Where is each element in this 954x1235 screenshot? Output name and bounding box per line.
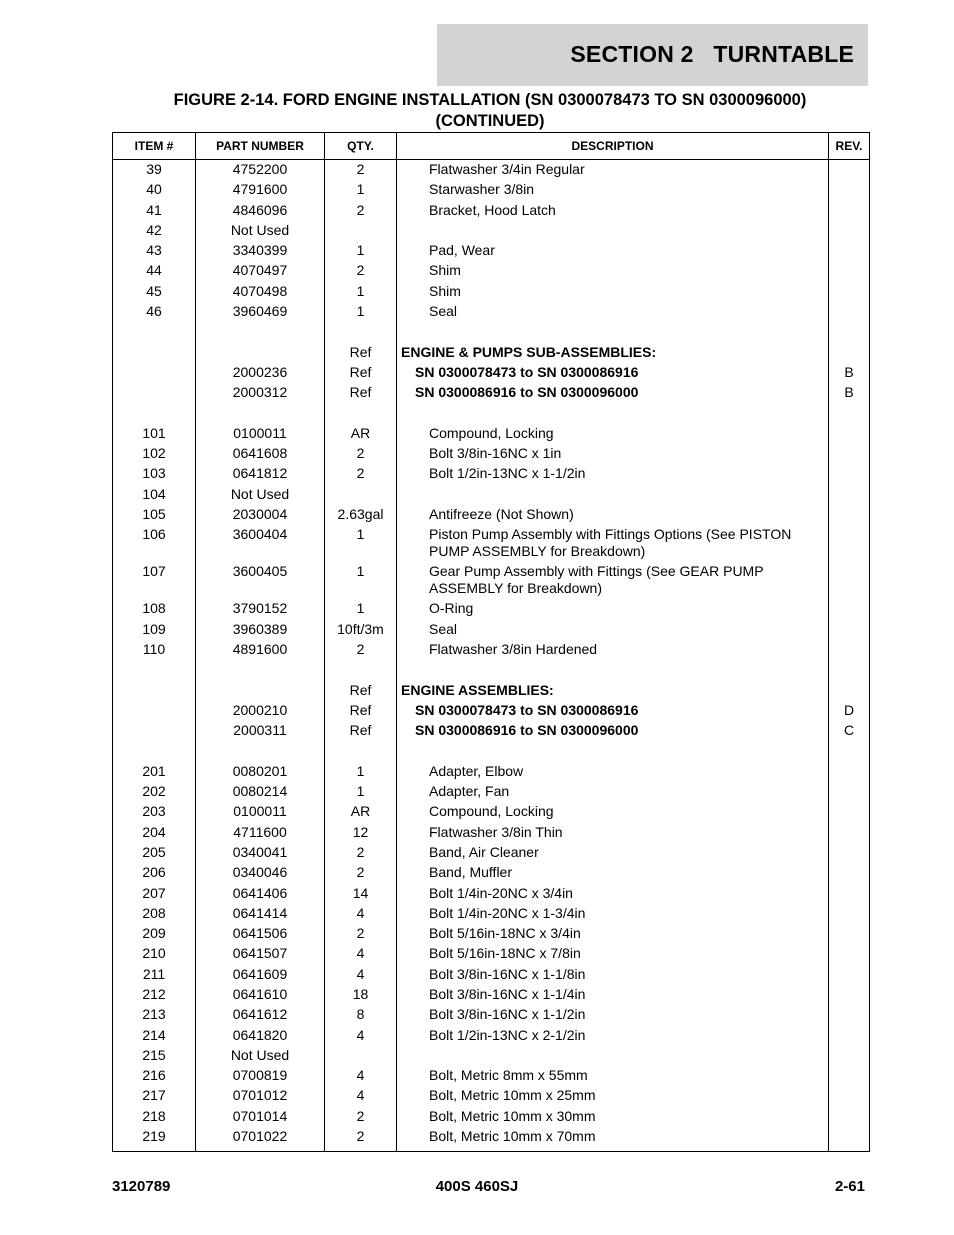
revision-cell [829,486,870,506]
revision-cell: B [829,364,870,384]
table-row [113,202,870,222]
quantity-cell: 14 [325,885,397,905]
table-row [113,506,870,526]
part-number-cell: 4791600 [196,181,325,201]
part-number-cell: 2030004 [196,506,325,526]
part-number-cell [196,661,325,681]
part-number-cell: 0641414 [196,905,325,925]
revision-cell: D [829,702,870,722]
description-cell: SN 0300086916 to SN 0300096000 [397,722,829,742]
item-number-cell: 202 [113,783,196,803]
description-cell: Bolt 1/2in-13NC x 1-1/2in [397,465,829,485]
description-cell: Band, Air Cleaner [397,844,829,864]
item-number-cell [113,661,196,681]
revision-cell: C [829,722,870,742]
table-row [113,803,870,823]
quantity-cell: 2 [325,445,397,465]
description-cell: ENGINE & PUMPS SUB-ASSEMBLIES: [397,344,829,364]
item-number-cell: 106 [113,526,196,563]
revision-cell [829,506,870,526]
description-cell: Compound, Locking [397,425,829,445]
quantity-cell: Ref [325,682,397,702]
part-number-cell: 2000236 [196,364,325,384]
quantity-cell: 2 [325,202,397,222]
table-row [113,405,870,425]
item-number-cell: 46 [113,303,196,323]
revision-cell [829,864,870,884]
quantity-cell: Ref [325,364,397,384]
item-number-cell [113,722,196,742]
revision-cell [829,1128,870,1152]
revision-cell [829,621,870,641]
column-header-item: ITEM # [113,133,196,160]
quantity-cell: AR [325,425,397,445]
item-number-cell: 39 [113,160,196,182]
table-row [113,181,870,201]
table-row [113,262,870,282]
quantity-cell: 2 [325,160,397,182]
table-row [113,763,870,783]
description-cell: Pad, Wear [397,242,829,262]
revision-cell [829,803,870,823]
table-row [113,526,870,563]
part-number-cell: 3600404 [196,526,325,563]
part-number-cell: 0080214 [196,783,325,803]
table-row [113,864,870,884]
part-number-cell: 0080201 [196,763,325,783]
item-number-cell: 204 [113,824,196,844]
parts-table [112,132,870,1152]
description-cell: Bolt 3/8in-16NC x 1-1/8in [397,966,829,986]
description-cell: Gear Pump Assembly with Fittings (See GEAR PUMP ASSEMBLY for Breakdown) [397,563,829,600]
table-row [113,1128,870,1152]
table-row [113,384,870,404]
revision-cell [829,1067,870,1087]
part-number-cell: 0340041 [196,844,325,864]
quantity-cell: 4 [325,945,397,965]
item-number-cell: 104 [113,486,196,506]
item-number-cell: 212 [113,986,196,1006]
revision-cell [829,262,870,282]
quantity-cell: 1 [325,563,397,600]
description-cell [397,1047,829,1067]
part-number-cell: 0641506 [196,925,325,945]
quantity-cell: 2 [325,844,397,864]
table-row [113,966,870,986]
table-row [113,222,870,242]
table-row [113,722,870,742]
quantity-cell: 4 [325,1087,397,1107]
description-cell [397,405,829,425]
quantity-cell: 4 [325,1027,397,1047]
table-row [113,425,870,445]
part-number-cell: 0641406 [196,885,325,905]
description-cell: Bolt 1/2in-13NC x 2-1/2in [397,1027,829,1047]
part-number-cell: 2000210 [196,702,325,722]
quantity-cell [325,742,397,762]
table-row [113,925,870,945]
quantity-cell: 2 [325,262,397,282]
item-number-cell: 214 [113,1027,196,1047]
item-number-cell: 109 [113,621,196,641]
item-number-cell: 108 [113,600,196,620]
description-cell: O-Ring [397,600,829,620]
item-number-cell: 210 [113,945,196,965]
table-row [113,783,870,803]
part-number-cell: Not Used [196,222,325,242]
item-number-cell: 218 [113,1108,196,1128]
item-number-cell: 205 [113,844,196,864]
item-number-cell: 216 [113,1067,196,1087]
quantity-cell: 2.63gal [325,506,397,526]
quantity-cell: 4 [325,905,397,925]
description-cell: Adapter, Elbow [397,763,829,783]
description-cell: Bolt, Metric 10mm x 70mm [397,1128,829,1152]
description-cell: Bolt 3/8in-16NC x 1in [397,445,829,465]
quantity-cell: 4 [325,966,397,986]
description-cell: Bolt, Metric 10mm x 25mm [397,1087,829,1107]
description-cell [397,742,829,762]
revision-cell [829,1006,870,1026]
table-row [113,242,870,262]
quantity-cell: 2 [325,641,397,661]
revision-cell [829,445,870,465]
item-number-cell: 41 [113,202,196,222]
revision-cell [829,905,870,925]
description-cell [397,323,829,343]
table-row [113,1067,870,1087]
revision-cell [829,242,870,262]
description-cell: Band, Muffler [397,864,829,884]
table-row [113,905,870,925]
footer-model: 400S 460SJ [435,1178,519,1195]
revision-cell [829,160,870,182]
part-number-cell [196,344,325,364]
item-number-cell: 209 [113,925,196,945]
revision-cell [829,202,870,222]
item-number-cell: 201 [113,763,196,783]
revision-cell [829,1027,870,1047]
revision-cell [829,563,870,600]
table-row [113,303,870,323]
quantity-cell: 2 [325,864,397,884]
item-number-cell: 102 [113,445,196,465]
table-row [113,160,870,182]
part-number-cell: 3960389 [196,621,325,641]
table-row [113,742,870,762]
description-cell: Seal [397,621,829,641]
part-number-cell: 0641608 [196,445,325,465]
item-number-cell: 107 [113,563,196,600]
quantity-cell: 4 [325,1067,397,1087]
revision-cell [829,641,870,661]
table-row [113,600,870,620]
table-row [113,1027,870,1047]
revision-cell [829,323,870,343]
revision-cell [829,1108,870,1128]
figure-title-continued: (CONTINUED) [435,112,545,130]
table-row [113,682,870,702]
description-cell: Antifreeze (Not Shown) [397,506,829,526]
description-cell: Bolt 5/16in-18NC x 3/4in [397,925,829,945]
description-cell: Piston Pump Assembly with Fittings Options (See PISTON PUMP ASSEMBLY for Breakdown) [397,526,829,563]
revision-cell [829,526,870,563]
part-number-cell: 4711600 [196,824,325,844]
description-cell: Bolt, Metric 10mm x 30mm [397,1108,829,1128]
description-cell: Bolt 1/4in-20NC x 1-3/4in [397,905,829,925]
part-number-cell [196,682,325,702]
column-header-part-number: PART NUMBER [196,133,325,160]
part-number-cell: 0701012 [196,1087,325,1107]
description-cell: Flatwasher 3/8in Hardened [397,641,829,661]
part-number-cell: 3340399 [196,242,325,262]
description-cell: Bolt 3/8in-16NC x 1-1/4in [397,986,829,1006]
description-cell: Flatwasher 3/8in Thin [397,824,829,844]
part-number-cell: Not Used [196,486,325,506]
revision-cell [829,966,870,986]
table-row [113,486,870,506]
part-number-cell: 0701014 [196,1108,325,1128]
table-row [113,1108,870,1128]
revision-cell [829,600,870,620]
part-number-cell: 3600405 [196,563,325,600]
table-row [113,945,870,965]
item-number-cell [113,323,196,343]
part-number-cell: 3960469 [196,303,325,323]
description-cell: ENGINE ASSEMBLIES: [397,682,829,702]
section-title: SECTION 2 TURNTABLE [570,41,854,67]
quantity-cell [325,486,397,506]
quantity-cell: AR [325,803,397,823]
item-number-cell [113,344,196,364]
quantity-cell: 18 [325,986,397,1006]
table-header-row [113,133,870,160]
column-header-description: DESCRIPTION [397,133,829,160]
table-row [113,702,870,722]
item-number-cell: 203 [113,803,196,823]
table-row [113,445,870,465]
revision-cell [829,181,870,201]
quantity-cell: 2 [325,465,397,485]
item-number-cell: 219 [113,1128,196,1152]
quantity-cell: 1 [325,526,397,563]
quantity-cell: 1 [325,600,397,620]
revision-cell [829,925,870,945]
quantity-cell: 12 [325,824,397,844]
table-row [113,661,870,681]
quantity-cell: Ref [325,722,397,742]
column-header-rev: REV. [829,133,870,160]
table-row [113,1087,870,1107]
item-number-cell: 105 [113,506,196,526]
item-number-cell: 42 [113,222,196,242]
quantity-cell [325,661,397,681]
table-row [113,364,870,384]
part-number-cell: 3790152 [196,600,325,620]
description-cell: SN 0300078473 to SN 0300086916 [397,702,829,722]
part-number-cell: 4070498 [196,283,325,303]
table-row [113,563,870,600]
revision-cell [829,303,870,323]
quantity-cell: Ref [325,344,397,364]
part-number-cell: 0701022 [196,1128,325,1152]
table-row [113,465,870,485]
revision-cell [829,742,870,762]
footer-document-number: 3120789 [112,1178,171,1195]
revision-cell [829,405,870,425]
part-number-cell [196,323,325,343]
item-number-cell: 110 [113,641,196,661]
part-number-cell: 0641507 [196,945,325,965]
table-row [113,621,870,641]
quantity-cell: 1 [325,181,397,201]
table-row [113,844,870,864]
part-number-cell: 0641609 [196,966,325,986]
item-number-cell [113,384,196,404]
description-cell: Shim [397,283,829,303]
revision-cell [829,1087,870,1107]
revision-cell [829,425,870,445]
item-number-cell: 211 [113,966,196,986]
description-cell: Adapter, Fan [397,783,829,803]
part-number-cell: 0641820 [196,1027,325,1047]
table-row [113,986,870,1006]
quantity-cell: Ref [325,384,397,404]
part-number-cell: 0641610 [196,986,325,1006]
description-cell [397,486,829,506]
table-row [113,1006,870,1026]
quantity-cell: 1 [325,783,397,803]
revision-cell [829,763,870,783]
part-number-cell [196,742,325,762]
description-cell: SN 0300078473 to SN 0300086916 [397,364,829,384]
revision-cell [829,682,870,702]
table-row [113,283,870,303]
footer-page-number: 2-61 [834,1178,865,1195]
item-number-cell: 208 [113,905,196,925]
item-number-cell [113,742,196,762]
quantity-cell: 8 [325,1006,397,1026]
part-number-cell: 2000312 [196,384,325,404]
description-cell: Bracket, Hood Latch [397,202,829,222]
revision-cell [829,222,870,242]
item-number-cell: 45 [113,283,196,303]
item-number-cell: 101 [113,425,196,445]
item-number-cell: 40 [113,181,196,201]
table-row [113,1047,870,1067]
part-number-cell [196,405,325,425]
quantity-cell: 1 [325,763,397,783]
description-cell [397,661,829,681]
item-number-cell [113,682,196,702]
part-number-cell: 0641812 [196,465,325,485]
description-cell [397,222,829,242]
quantity-cell [325,323,397,343]
quantity-cell: 2 [325,1108,397,1128]
revision-cell [829,844,870,864]
revision-cell [829,344,870,364]
part-number-cell: 0641612 [196,1006,325,1026]
description-cell: Compound, Locking [397,803,829,823]
quantity-cell [325,405,397,425]
description-cell: Bolt 3/8in-16NC x 1-1/2in [397,1006,829,1026]
quantity-cell: 1 [325,303,397,323]
item-number-cell: 43 [113,242,196,262]
quantity-cell [325,1047,397,1067]
revision-cell [829,885,870,905]
item-number-cell: 213 [113,1006,196,1026]
quantity-cell [325,222,397,242]
revision-cell [829,945,870,965]
part-number-cell: 0100011 [196,425,325,445]
table-row [113,885,870,905]
part-number-cell: Not Used [196,1047,325,1067]
quantity-cell: Ref [325,702,397,722]
part-number-cell: 4070497 [196,262,325,282]
description-cell: Starwasher 3/8in [397,181,829,201]
revision-cell [829,783,870,803]
column-header-qty: QTY. [325,133,397,160]
part-number-cell: 0700819 [196,1067,325,1087]
item-number-cell [113,702,196,722]
description-cell: SN 0300086916 to SN 0300096000 [397,384,829,404]
quantity-cell: 2 [325,925,397,945]
description-cell: Bolt 1/4in-20NC x 3/4in [397,885,829,905]
table-row [113,824,870,844]
revision-cell [829,661,870,681]
part-number-cell: 2000311 [196,722,325,742]
revision-cell [829,465,870,485]
description-cell: Bolt, Metric 8mm x 55mm [397,1067,829,1087]
item-number-cell [113,405,196,425]
item-number-cell: 44 [113,262,196,282]
description-cell: Bolt 5/16in-18NC x 7/8in [397,945,829,965]
figure-title: FIGURE 2-14. FORD ENGINE INSTALLATION (SN 0300078473 TO SN 0300096000) [173,91,807,109]
table-row [113,641,870,661]
table-row [113,323,870,343]
revision-cell [829,283,870,303]
quantity-cell: 1 [325,242,397,262]
item-number-cell [113,364,196,384]
revision-cell: B [829,384,870,404]
quantity-cell: 10ft/3m [325,621,397,641]
revision-cell [829,824,870,844]
part-number-cell: 0340046 [196,864,325,884]
revision-cell [829,1047,870,1067]
part-number-cell: 4846096 [196,202,325,222]
quantity-cell: 2 [325,1128,397,1152]
quantity-cell: 1 [325,283,397,303]
item-number-cell: 206 [113,864,196,884]
description-cell: Shim [397,262,829,282]
part-number-cell: 4752200 [196,160,325,182]
part-number-cell: 4891600 [196,641,325,661]
part-number-cell: 0100011 [196,803,325,823]
item-number-cell: 103 [113,465,196,485]
description-cell: Flatwasher 3/4in Regular [397,160,829,182]
description-cell: Seal [397,303,829,323]
item-number-cell: 215 [113,1047,196,1067]
item-number-cell: 217 [113,1087,196,1107]
item-number-cell: 207 [113,885,196,905]
revision-cell [829,986,870,1006]
section-banner [437,24,868,86]
table-row [113,344,870,364]
